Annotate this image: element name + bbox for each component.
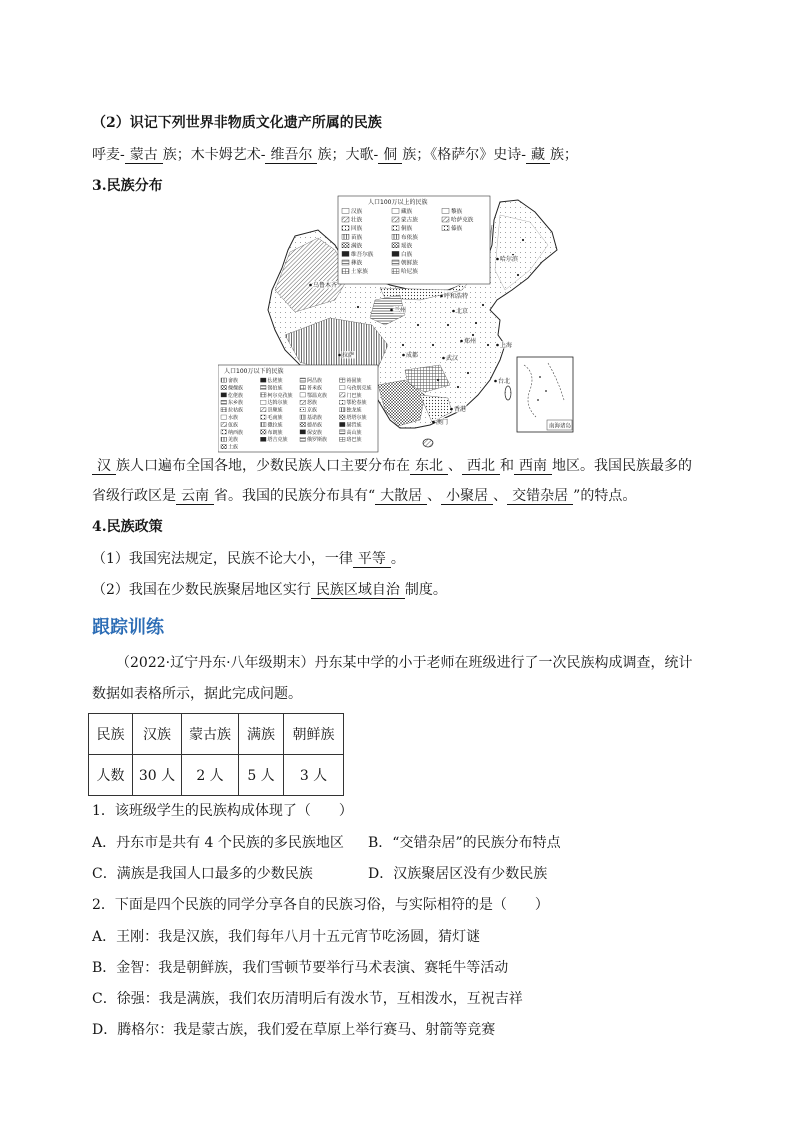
city-dot xyxy=(452,310,455,313)
paragraph-text: 、 xyxy=(493,488,508,504)
table-cell: 朝鲜族 xyxy=(284,714,344,755)
legend-swatch xyxy=(261,430,267,434)
legend-swatch xyxy=(342,251,349,256)
island-dot xyxy=(539,376,541,378)
legend-label: 高山族 xyxy=(346,429,362,436)
legend-swatch xyxy=(221,415,227,419)
city-label: 北京 xyxy=(456,308,469,315)
policy-line-2 xyxy=(92,580,447,600)
city-dot xyxy=(496,344,499,347)
question-1-option-d: D．汉族聚居区没有少数民族 xyxy=(368,866,548,882)
legend-label: 仡佬族 xyxy=(228,392,244,399)
legend-label: 回族 xyxy=(351,226,363,233)
legend-label: 仫佬族 xyxy=(267,378,283,384)
legend-swatch xyxy=(442,226,449,231)
legend-label: 塔吉克族 xyxy=(267,437,288,444)
city-label: 成都 xyxy=(406,352,419,359)
legend-label: 汉族 xyxy=(351,209,363,215)
legend-label: 壮族 xyxy=(351,217,363,224)
question-1-option-b: B．“交错杂居”的民族分布特点 xyxy=(368,835,561,851)
city-dot xyxy=(494,380,497,383)
legend-label: 布朗族 xyxy=(267,429,283,436)
legend-label: 水族 xyxy=(228,415,239,421)
distribution-heading: 3.民族分布 xyxy=(92,178,163,194)
city-dot xyxy=(440,295,443,298)
practice-intro-line-1: （2022·辽宁丹东·八年级期末）丹东某中学的小于老师在班级进行了一次民族构成调查，统计 xyxy=(116,655,693,671)
legend-swatch xyxy=(221,430,227,434)
legend-swatch xyxy=(392,208,399,213)
legend-minor-title: 人口100万以下的民族 xyxy=(224,368,284,375)
legend-label: 保安族 xyxy=(307,429,323,436)
city-dot xyxy=(450,408,453,411)
legend-label: 维吾尔族 xyxy=(351,252,374,258)
answer-blank: 侗 xyxy=(378,147,402,164)
legend-swatch xyxy=(442,208,449,213)
legend-label: 裕固族 xyxy=(346,378,362,384)
table-cell: 30 人 xyxy=(133,755,182,796)
legend-swatch xyxy=(392,251,399,256)
legend-label: 苗族 xyxy=(351,234,363,241)
answer-blank: 小聚居 xyxy=(441,488,493,505)
legend-label: 哈尼族 xyxy=(401,269,418,276)
legend-swatch xyxy=(221,393,227,397)
legend-swatch xyxy=(342,208,349,213)
legend-label: 柯尔克孜族 xyxy=(267,392,293,399)
question-1-option-c: C．满族是我国人口最多的少数民族 xyxy=(92,866,313,882)
policy-heading: 4.民族政策 xyxy=(92,519,163,535)
answer-blank: 西南 xyxy=(514,458,552,475)
legend-label: 德昂族 xyxy=(307,422,323,429)
legend-label: 塔塔尔族 xyxy=(346,415,367,421)
hainan-island xyxy=(423,439,433,447)
city-label: 武汉 xyxy=(446,355,459,362)
settlement-dot xyxy=(357,306,359,308)
policy-text: （2）我国在少数民族聚居地区实行 xyxy=(92,582,311,598)
legend-label: 土族 xyxy=(228,444,239,451)
legend-label: 傈僳族 xyxy=(228,385,244,392)
city-dot xyxy=(442,357,445,360)
city-dot xyxy=(338,354,341,357)
settlement-dot xyxy=(417,324,419,326)
legend-swatch xyxy=(300,422,306,426)
legend-swatch xyxy=(221,408,227,412)
question-2-option-d: D．腾格尔：我是蒙古族，我们爱在草原上举行赛马、射箭等竞赛 xyxy=(92,1022,496,1038)
south-sea-inset xyxy=(517,357,573,432)
settlement-dot xyxy=(467,372,469,374)
legend-label: 京族 xyxy=(307,407,318,414)
legend-swatch xyxy=(392,217,399,222)
legend-label: 锡伯族 xyxy=(267,385,283,392)
legend-label: 满族 xyxy=(351,243,363,250)
city-dot xyxy=(402,354,405,357)
settlement-dot xyxy=(447,324,449,326)
practice-intro-line-2: 数据如表格所示，据此完成问题。 xyxy=(92,686,302,702)
city-dot xyxy=(460,340,463,343)
settlement-dot xyxy=(432,344,434,346)
settlement-dot xyxy=(437,379,439,381)
inset-label: 南海诸岛 xyxy=(549,423,572,430)
policy-text: （1）我国宪法规定，民族不论大小，一律 xyxy=(92,551,353,567)
legend-label: 侗族 xyxy=(401,226,413,233)
legend-label: 阿昌族 xyxy=(307,378,323,384)
legend-label: 普米族 xyxy=(307,385,323,392)
city-label: 香港 xyxy=(454,406,467,413)
legend-swatch xyxy=(221,445,227,449)
city-dot xyxy=(390,309,393,312)
settlement-dot xyxy=(482,304,484,306)
city-label: 台北 xyxy=(498,378,511,385)
legend-swatch xyxy=(342,243,349,248)
legend-swatch xyxy=(300,430,306,434)
answer-blank: 藏 xyxy=(526,147,550,164)
legend-label: 土家族 xyxy=(351,269,368,276)
legend-swatch xyxy=(300,400,306,404)
legend-label: 佤族 xyxy=(228,422,239,429)
legend-label: 布依族 xyxy=(401,234,418,241)
practice-heading: 跟踪训练 xyxy=(92,617,164,638)
table-cell: 人数 xyxy=(89,755,133,796)
answer-blank: 西北 xyxy=(462,458,500,475)
legend-major xyxy=(338,196,490,284)
legend-swatch xyxy=(261,378,267,382)
legend-swatch xyxy=(300,415,306,419)
island-dot xyxy=(545,390,547,392)
legend-swatch xyxy=(300,408,306,412)
legend-swatch xyxy=(392,243,399,248)
city-dot xyxy=(309,284,312,287)
legend-swatch xyxy=(300,393,306,397)
legend-label: 鄂温克族 xyxy=(307,392,328,399)
table-cell: 2 人 xyxy=(182,755,239,796)
legend-label: 门巴族 xyxy=(346,392,362,399)
legend-swatch xyxy=(342,226,349,231)
legend-swatch xyxy=(342,234,349,239)
legend-swatch xyxy=(340,408,346,412)
settlement-dot xyxy=(457,386,459,388)
legend-label: 纳西族 xyxy=(228,429,244,436)
legend-swatch xyxy=(300,385,306,389)
answer-blank: 云南 xyxy=(176,488,214,505)
legend-label: 撒拉族 xyxy=(267,422,283,429)
policy-text: 制度。 xyxy=(404,582,447,598)
legend-swatch xyxy=(340,430,346,434)
taiwan-island xyxy=(505,386,511,400)
legend-label: 黎族 xyxy=(451,209,463,215)
legend-minor xyxy=(218,365,378,452)
answer-blank: 民族区域自治 xyxy=(311,582,405,599)
question-2-option-c: C．徐强：我是满族，我们农历清明后有泼水节，互相泼水，互祝吉祥 xyxy=(92,991,523,1007)
city-label: 拉萨 xyxy=(342,352,355,359)
heritage-line xyxy=(92,145,578,165)
table-cell: 民族 xyxy=(89,714,133,755)
table-cell: 蒙古族 xyxy=(182,714,239,755)
table-header-row xyxy=(89,714,344,755)
legend-swatch xyxy=(392,226,399,231)
legend-label: 白族 xyxy=(401,252,413,258)
answer-blank: 平等 xyxy=(353,551,391,568)
question-2-option-b: B．金智：我是朝鲜族，我们雪顿节要举行马术表演、赛牦牛等活动 xyxy=(92,960,509,976)
ethnic-composition-table xyxy=(88,713,344,796)
legend-label: 蒙古族 xyxy=(401,217,418,224)
legend-swatch xyxy=(261,385,267,389)
policy-text: 。 xyxy=(390,551,405,567)
answer-blank: 交错杂居 xyxy=(507,488,573,505)
ethnic-distribution-map xyxy=(218,195,575,453)
legend-swatch xyxy=(300,437,306,441)
legend-label: 达斡尔族 xyxy=(267,400,288,407)
question-1-option-a: A．丹东市是共有 4 个民族的多民族地区 xyxy=(92,835,344,851)
legend-label: 彝族 xyxy=(351,260,363,267)
paragraph-text: 和 xyxy=(500,458,514,474)
table-cell: 3 人 xyxy=(284,755,344,796)
legend-swatch xyxy=(342,217,349,222)
heritage-text: 族；大歌- xyxy=(317,147,379,163)
paragraph-text: 地区。我国民族最多的 xyxy=(552,458,692,474)
paragraph-text: ”的特点。 xyxy=(573,488,637,504)
legend-label: 俄罗斯族 xyxy=(307,437,328,444)
heritage-heading: （2）识记下列世界非物质文化遗产所属的民族 xyxy=(92,115,382,131)
legend-label: 毛南族 xyxy=(267,415,283,421)
answer-blank: 维吾尔 xyxy=(265,147,317,164)
question-2-stem: 2．下面是四个民族的同学分享各自的民族习俗，与实际相符的是（ ） xyxy=(92,897,549,913)
legend-swatch xyxy=(340,415,346,419)
settlement-dot xyxy=(517,274,519,276)
legend-swatch xyxy=(261,400,267,404)
table-cell: 满族 xyxy=(239,714,284,755)
heritage-text: 族； xyxy=(549,147,578,163)
settlement-dot xyxy=(522,239,524,241)
answer-blank: 东北 xyxy=(410,458,448,475)
legend-swatch xyxy=(442,217,449,222)
legend-swatch xyxy=(261,415,267,419)
legend-label: 瑶族 xyxy=(401,243,413,250)
city-dot xyxy=(432,421,435,424)
city-label: 郑州 xyxy=(464,338,477,345)
legend-swatch xyxy=(340,400,346,404)
legend-swatch xyxy=(342,269,349,274)
heritage-text: 族；木卡姆艺术- xyxy=(162,147,266,163)
answer-blank: 汉 xyxy=(92,458,116,475)
question-1-stem: 1．该班级学生的民族构成体现了（ ） xyxy=(92,803,353,819)
legend-label: 朝鲜族 xyxy=(401,260,418,267)
legend-swatch xyxy=(221,378,227,382)
legend-swatch xyxy=(221,422,227,426)
legend-label: 珞巴族 xyxy=(346,437,362,444)
table-cell: 汉族 xyxy=(133,714,182,755)
legend-swatch xyxy=(392,260,399,265)
legend-label: 基诺族 xyxy=(307,415,323,421)
legend-swatch xyxy=(340,437,346,441)
heritage-text: 呼麦- xyxy=(92,147,125,163)
legend-swatch xyxy=(221,385,227,389)
table-cell: 5 人 xyxy=(239,755,284,796)
distribution-paragraph-1 xyxy=(92,456,692,476)
legend-label: 独龙族 xyxy=(346,407,362,414)
city-label: 上海 xyxy=(500,342,513,349)
settlement-dot xyxy=(402,344,404,346)
question-2-option-a: A．王刚：我是汉族，我们每年八月十五元宵节吃汤圆，猜灯谜 xyxy=(92,929,481,945)
answer-blank: 蒙古 xyxy=(125,147,163,164)
table-row xyxy=(89,755,344,796)
legend-label: 怒族 xyxy=(307,400,318,407)
heritage-text: 族；《格萨尔》史诗- xyxy=(402,147,526,163)
legend-swatch xyxy=(261,393,267,397)
settlement-dot xyxy=(487,344,489,346)
legend-swatch xyxy=(392,234,399,239)
legend-swatch xyxy=(340,393,346,397)
city-dot xyxy=(496,258,499,261)
legend-swatch xyxy=(221,400,227,404)
legend-swatch xyxy=(342,260,349,265)
legend-label: 藏族 xyxy=(401,209,413,215)
policy-line-1 xyxy=(92,549,405,569)
settlement-dot xyxy=(475,322,477,324)
legend-label: 鄂伦春族 xyxy=(346,400,367,407)
island-dot xyxy=(537,399,539,401)
legend-label: 景颇族 xyxy=(267,407,283,414)
paragraph-text: 族人口遍布全国各地，少数民族人口主要分布在 xyxy=(116,458,410,474)
legend-swatch xyxy=(340,378,346,382)
city-label: 澳门 xyxy=(436,419,449,426)
legend-label: 赫哲族 xyxy=(346,422,362,429)
legend-swatch xyxy=(221,437,227,441)
city-label: 呼和浩特 xyxy=(444,293,469,300)
legend-label: 乌孜别克族 xyxy=(346,385,372,392)
legend-swatch xyxy=(300,378,306,382)
legend-label: 拉祜族 xyxy=(228,407,244,414)
legend-swatch xyxy=(340,422,346,426)
legend-label: 东乡族 xyxy=(228,400,244,407)
legend-swatch xyxy=(392,269,399,274)
legend-label: 羌族 xyxy=(228,437,239,444)
distribution-paragraph-2 xyxy=(92,486,636,506)
legend-label: 傣族 xyxy=(451,226,463,233)
legend-label: 哈萨克族 xyxy=(451,217,474,224)
legend-swatch xyxy=(261,408,267,412)
legend-swatch xyxy=(340,385,346,389)
legend-major-title: 人口100万以上的民族 xyxy=(368,199,428,206)
settlement-dot xyxy=(472,334,474,336)
paragraph-text: 、 xyxy=(448,458,462,474)
legend-swatch xyxy=(261,437,267,441)
legend-label: 畲族 xyxy=(228,378,239,384)
paragraph-text: 省级行政区是 xyxy=(92,488,176,504)
legend-swatch xyxy=(261,422,267,426)
city-label: 哈尔滨 xyxy=(500,256,519,263)
answer-blank: 大散居 xyxy=(375,488,427,505)
city-label: 兰州 xyxy=(394,307,407,314)
city-label: 乌鲁木齐 xyxy=(313,282,338,289)
paragraph-text: 、 xyxy=(427,488,442,504)
paragraph-text: 省。我国的民族分布具有“ xyxy=(214,488,376,504)
